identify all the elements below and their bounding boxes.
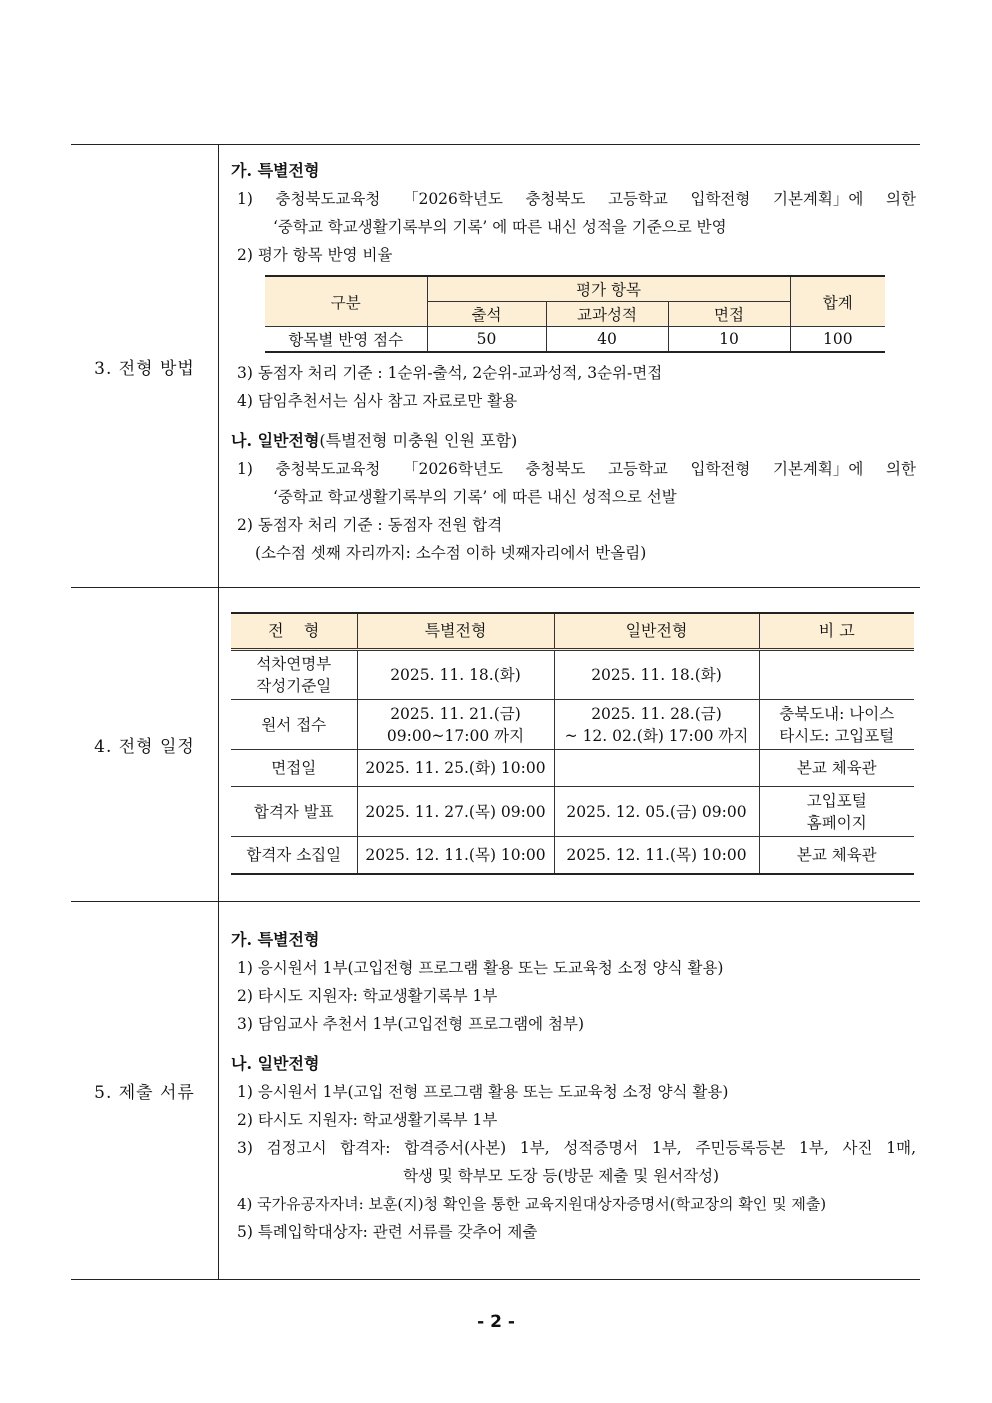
s3-na-heading: 나. 일반전형(특별전형 미충원 인원 포함) [231, 431, 518, 450]
schedule-row-label: 원서 접수 [231, 700, 357, 750]
schedule-row-label: 면접일 [231, 750, 357, 787]
section-3-label: 3. 전형 방법 [71, 145, 219, 588]
score-grade: 40 [546, 327, 668, 353]
schedule-row-label: 합격자 소집일 [231, 837, 357, 874]
schedule-cell: 2025. 11. 18.(화) [357, 650, 554, 700]
schedule-header-general: 일반전형 [554, 613, 759, 650]
s5-na-item-2: 2) 타시도 지원자: 학교생활기록부 1부 [237, 1110, 498, 1129]
schedule-header-special: 특별전형 [357, 613, 554, 650]
schedule-table [231, 612, 914, 875]
score-total: 100 [790, 327, 885, 353]
s5-na-item-5: 5) 특례입학대상자: 관련 서류를 갖추어 제출 [237, 1222, 538, 1241]
schedule-row-label: 합격자 발표 [231, 787, 357, 837]
score-header-grade: 교과성적 [546, 302, 668, 327]
schedule-header-type: 전 형 [231, 613, 357, 650]
s3-ga-item-4: 4) 담임추천서는 심사 참고 자료로만 활용 [237, 392, 518, 410]
score-ratio-table [265, 275, 885, 353]
schedule-row-label: 석차연명부 작성기준일 [231, 650, 357, 700]
s5-na-item-3-cont: 학생 및 학부모 도장 등(방문 제출 및 원서작성) [403, 1166, 720, 1185]
s3-na-item-1: 1) 충청북도교육청 「2026학년도 충청북도 고등학교 입학전형 기본계획」에 의한 [237, 460, 916, 478]
s3-ga-item-2: 2) 평가 항목 반영 비율 [237, 246, 393, 264]
s5-ga-item-2: 2) 타시도 지원자: 학교생활기록부 1부 [237, 986, 498, 1005]
schedule-cell: 2025. 11. 25.(화) 10:00 [357, 750, 554, 787]
s3-na-item-2: 2) 동점자 처리 기준 : 동점자 전원 합격 [237, 516, 503, 534]
s5-ga-heading: 가. 특별전형 [231, 929, 320, 949]
s5-na-item-1: 1) 응시원서 1부(고입 전형 프로그램 활용 또는 도교육청 소정 양식 활용) [237, 1082, 729, 1101]
page-number: - 2 - [477, 1312, 515, 1332]
schedule-cell: 2025. 11. 27.(목) 09:00 [357, 787, 554, 837]
section-5-content [219, 901, 921, 1279]
score-attend: 50 [427, 327, 546, 353]
s5-ga-item-1: 1) 응시원서 1부(고입전형 프로그램 활용 또는 도교육청 소정 양식 활용) [237, 958, 724, 977]
score-header-gubun: 구분 [265, 276, 427, 327]
schedule-cell: 2025. 11. 18.(화) [554, 650, 759, 700]
schedule-cell [554, 750, 759, 787]
admission-guide-table [71, 144, 920, 1280]
schedule-cell: 2025. 12. 11.(목) 10:00 [554, 837, 759, 874]
s5-na-item-4: 4) 국가유공자자녀: 보훈(지)청 확인을 통한 교육지원대상자증명서(학교장의 확인 및 제출) [237, 1194, 827, 1213]
schedule-cell: 본교 체육관 [759, 750, 914, 787]
schedule-cell: 2025. 12. 05.(금) 09:00 [554, 787, 759, 837]
schedule-cell: 2025. 11. 28.(금) ~ 12. 02.(화) 17:00 까지 [554, 700, 759, 750]
schedule-cell: 충북도내: 나이스 타시도: 고입포털 [759, 700, 914, 750]
s3-na-item-1-cont: ‘중학교 학교생활기록부의 기록’ 에 따른 내신 성적으로 선발 [273, 488, 677, 506]
score-header-items: 평가 항목 [427, 276, 790, 302]
schedule-cell: 고입포털 홈페이지 [759, 787, 914, 837]
section-5-row [71, 901, 920, 1279]
section-3-content [219, 145, 921, 588]
s3-ga-item-3: 3) 동점자 처리 기준 : 1순위-출석, 2순위-교과성적, 3순위-면접 [237, 364, 663, 382]
schedule-cell: 2025. 12. 11.(목) 10:00 [357, 837, 554, 874]
schedule-cell [759, 650, 914, 700]
schedule-header-note: 비 고 [759, 613, 914, 650]
section-4-row [71, 588, 920, 902]
section-5-label: 5. 제출 서류 [71, 901, 219, 1279]
score-interview: 10 [668, 327, 790, 353]
s5-ga-item-3: 3) 담임교사 추천서 1부(고입전형 프로그램에 첨부) [237, 1014, 584, 1033]
s3-ga-heading: 가. 특별전형 [231, 161, 320, 180]
score-header-total: 합계 [790, 276, 885, 327]
score-header-attend: 출석 [427, 302, 546, 327]
s3-ga-item-1: 1) 충청북도교육청 「2026학년도 충청북도 고등학교 입학전형 기본계획」에 의한 [237, 190, 916, 208]
s3-na-item-2-note: (소수점 셋째 자리까지: 소수점 이하 넷째자리에서 반올림) [255, 544, 647, 562]
section-4-content [219, 588, 921, 902]
s5-na-item-3: 3) 검정고시 합격자: 합격증서(사본) 1부, 성적증명서 1부, 주민등록등본 1부, 사진 1매, [237, 1138, 916, 1157]
schedule-cell: 본교 체육관 [759, 837, 914, 874]
section-3-row [71, 145, 920, 588]
score-header-interview: 면접 [668, 302, 790, 327]
score-row-label: 항목별 반영 점수 [265, 327, 427, 353]
schedule-cell: 2025. 11. 21.(금) 09:00~17:00 까지 [357, 700, 554, 750]
section-4-label: 4. 전형 일정 [71, 588, 219, 902]
s3-ga-item-1-cont: ‘중학교 학교생활기록부의 기록’ 에 따른 내신 성적을 기준으로 반영 [273, 218, 727, 236]
s5-na-heading: 나. 일반전형 [231, 1053, 320, 1073]
